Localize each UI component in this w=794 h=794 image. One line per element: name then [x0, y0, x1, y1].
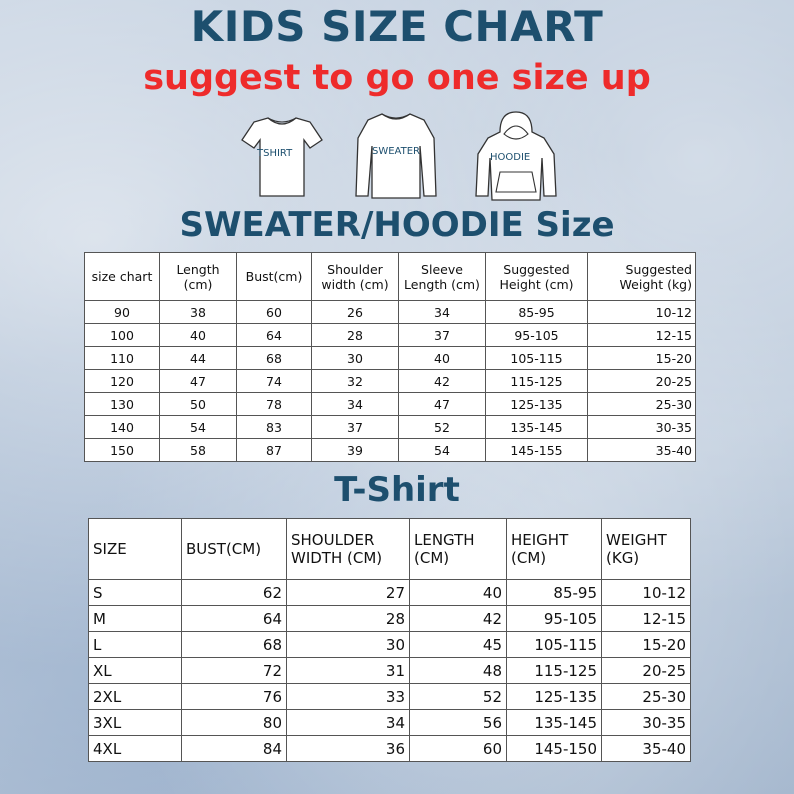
table-cell: 30 — [287, 632, 410, 658]
table-cell: 68 — [182, 632, 287, 658]
table-row — [85, 416, 696, 439]
table-cell: 115-125 — [507, 658, 602, 684]
column-header: Shoulder width (cm) — [312, 253, 399, 301]
table-cell: 90 — [85, 301, 160, 324]
column-header: HEIGHT (CM) — [507, 519, 602, 580]
table-cell: 31 — [287, 658, 410, 684]
tshirt-section-title: T-Shirt — [334, 470, 460, 510]
table-cell: 52 — [399, 416, 486, 439]
table-cell: 76 — [182, 684, 287, 710]
garment-icons — [0, 110, 794, 205]
table-cell: 30-35 — [588, 416, 696, 439]
column-header: SHOULDER WIDTH (CM) — [287, 519, 410, 580]
table-header-row — [89, 519, 691, 580]
table-row — [89, 658, 691, 684]
table-cell: 25-30 — [602, 684, 691, 710]
column-header: WEIGHT (KG) — [602, 519, 691, 580]
table-row — [89, 632, 691, 658]
table-cell: 50 — [160, 393, 237, 416]
column-header: LENGTH (CM) — [410, 519, 507, 580]
table-cell: 58 — [160, 439, 237, 462]
table-cell: 12-15 — [602, 606, 691, 632]
table-cell: 10-12 — [602, 580, 691, 606]
table-row — [85, 324, 696, 347]
table-cell: S — [89, 580, 182, 606]
table-cell: 28 — [312, 324, 399, 347]
table-cell: 37 — [399, 324, 486, 347]
table-cell: 34 — [312, 393, 399, 416]
table-row — [85, 370, 696, 393]
table-cell: 100 — [85, 324, 160, 347]
table-cell: 54 — [399, 439, 486, 462]
table-cell: 40 — [399, 347, 486, 370]
tshirt-size-table — [88, 518, 691, 762]
table-row — [89, 580, 691, 606]
table-row — [85, 393, 696, 416]
hoodie-icon — [474, 110, 558, 202]
table-cell: 140 — [85, 416, 160, 439]
table-row — [89, 606, 691, 632]
sweater-section-title: SWEATER/HOODIE Size — [179, 205, 615, 245]
table-cell: 34 — [287, 710, 410, 736]
tshirt-label: TSHIRT — [257, 148, 293, 159]
table-cell: 64 — [237, 324, 312, 347]
table-cell: 145-155 — [486, 439, 588, 462]
sweater-icon — [354, 110, 438, 202]
table-cell: 64 — [182, 606, 287, 632]
table-cell: 47 — [160, 370, 237, 393]
table-cell: 37 — [312, 416, 399, 439]
table-cell: 68 — [237, 347, 312, 370]
sweater-label: SWEATER — [372, 146, 420, 157]
table-cell: 12-15 — [588, 324, 696, 347]
table-cell: 33 — [287, 684, 410, 710]
table-cell: 10-12 — [588, 301, 696, 324]
table-cell: 83 — [237, 416, 312, 439]
table-cell: 30-35 — [602, 710, 691, 736]
table-cell: 120 — [85, 370, 160, 393]
table-row — [89, 710, 691, 736]
table-cell: 62 — [182, 580, 287, 606]
table-cell: 3XL — [89, 710, 182, 736]
column-header: Length (cm) — [160, 253, 237, 301]
table-cell: 125-135 — [486, 393, 588, 416]
table-cell: 27 — [287, 580, 410, 606]
table-cell: 47 — [399, 393, 486, 416]
table-cell: 110 — [85, 347, 160, 370]
table-cell: M — [89, 606, 182, 632]
table-cell: 45 — [410, 632, 507, 658]
table-cell: 135-145 — [486, 416, 588, 439]
table-cell: 35-40 — [602, 736, 691, 762]
table-cell: 15-20 — [602, 632, 691, 658]
table-cell: 72 — [182, 658, 287, 684]
table-cell: 44 — [160, 347, 237, 370]
table-row — [85, 347, 696, 370]
table-cell: 4XL — [89, 736, 182, 762]
tshirt-icon — [240, 110, 324, 200]
table-cell: 15-20 — [588, 347, 696, 370]
table-cell: 20-25 — [602, 658, 691, 684]
table-cell: 42 — [399, 370, 486, 393]
column-header: SIZE — [89, 519, 182, 580]
table-cell: 2XL — [89, 684, 182, 710]
table-row — [85, 439, 696, 462]
hoodie-label: HOODIE — [490, 152, 531, 163]
table-cell: 40 — [160, 324, 237, 347]
table-row — [89, 684, 691, 710]
table-cell: 48 — [410, 658, 507, 684]
table-row — [85, 301, 696, 324]
table-cell: 78 — [237, 393, 312, 416]
table-cell: 125-135 — [507, 684, 602, 710]
column-header: Suggested Height (cm) — [486, 253, 588, 301]
table-cell: 145-150 — [507, 736, 602, 762]
table-cell: 20-25 — [588, 370, 696, 393]
table-cell: 26 — [312, 301, 399, 324]
table-cell: 87 — [237, 439, 312, 462]
table-header-row — [85, 253, 696, 301]
table-cell: L — [89, 632, 182, 658]
table-cell: XL — [89, 658, 182, 684]
table-cell: 115-125 — [486, 370, 588, 393]
page-title: KIDS SIZE CHART — [190, 2, 604, 51]
table-cell: 80 — [182, 710, 287, 736]
table-cell: 32 — [312, 370, 399, 393]
table-cell: 60 — [410, 736, 507, 762]
page-subtitle: suggest to go one size up — [143, 58, 651, 98]
table-cell: 39 — [312, 439, 399, 462]
column-header: Suggested Weight (kg) — [588, 253, 696, 301]
table-cell: 52 — [410, 684, 507, 710]
column-header: Sleeve Length (cm) — [399, 253, 486, 301]
sweater-size-table — [84, 252, 696, 462]
table-cell: 38 — [160, 301, 237, 324]
table-cell: 105-115 — [507, 632, 602, 658]
table-cell: 34 — [399, 301, 486, 324]
table-cell: 25-30 — [588, 393, 696, 416]
table-cell: 105-115 — [486, 347, 588, 370]
table-cell: 54 — [160, 416, 237, 439]
table-cell: 56 — [410, 710, 507, 736]
table-cell: 95-105 — [507, 606, 602, 632]
table-cell: 30 — [312, 347, 399, 370]
table-cell: 74 — [237, 370, 312, 393]
table-cell: 135-145 — [507, 710, 602, 736]
table-cell: 60 — [237, 301, 312, 324]
column-header: size chart — [85, 253, 160, 301]
table-cell: 28 — [287, 606, 410, 632]
table-cell: 85-95 — [507, 580, 602, 606]
column-header: Bust(cm) — [237, 253, 312, 301]
table-cell: 84 — [182, 736, 287, 762]
table-cell: 42 — [410, 606, 507, 632]
table-cell: 40 — [410, 580, 507, 606]
table-cell: 85-95 — [486, 301, 588, 324]
table-cell: 130 — [85, 393, 160, 416]
column-header: BUST(CM) — [182, 519, 287, 580]
table-cell: 36 — [287, 736, 410, 762]
table-cell: 35-40 — [588, 439, 696, 462]
table-row — [89, 736, 691, 762]
table-cell: 95-105 — [486, 324, 588, 347]
table-cell: 150 — [85, 439, 160, 462]
